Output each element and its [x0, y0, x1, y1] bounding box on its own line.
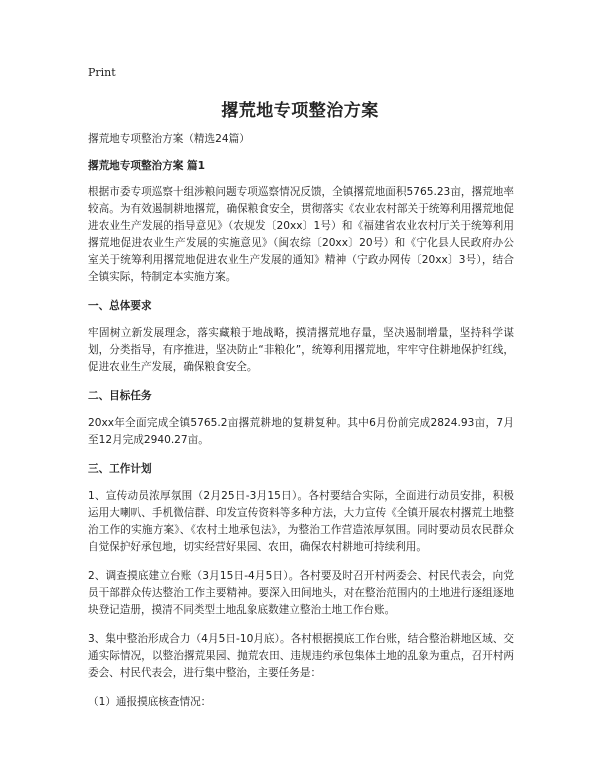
plan-step-2-paragraph: 2、调查摸底建立台账（3月15日-4月5日）。各村要及时召开村两委会、村民代表会，向党员干部群众传达整治工作主要精神。要深入田间地头，对在整治范围内的土地进行逐组逐地块登记造册，摸清不同类型土地乱象底数建立整治土地工作台账。 — [88, 570, 514, 616]
plan-step-3-paragraph: 3、集中整治形成合力（4月5日-10月底）。各村根据摸底工作台账，结合整治耕地区域、交通实际情况，以整治撂荒果园、抛荒农田、违规违约承包集体土地的乱象为重点，召开村两委会、村民代表会，进行集中整治，主要任务是： — [88, 633, 514, 679]
plan-substep-1-paragraph: （1）通报摸底核查情况： — [88, 696, 212, 708]
section-heading-plan: 三、工作计划 — [88, 463, 152, 475]
document-title: 撂荒地专项整治方案 — [221, 101, 379, 121]
intro-paragraph: 根据市委专项巡察十组涉粮问题专项巡察情况反馈，全镇撂荒地面积5765.23亩，撂荒地率较高。为有效遏制耕地撂荒，确保粮食安全，贯彻落实《农业农村部关于统筹利用撂荒地促进农业生产发展的指导意见》（农规发〔20xx〕1号）和《福建省农业农村厅关于统筹利用撂荒地促进农业生产发展的实施意见》（闽农综〔20xx〕20号）和《宁化县人民政府办公室关于统筹利用撂荒地促进农业生产发展的通知》精神（宁政办网传〔20xx〕3号），结合全镇实际，特制定本实施方案。 — [88, 186, 514, 283]
part-heading: 撂荒地专项整治方案 篇1 — [88, 160, 205, 172]
section-general-paragraph: 牢固树立新发展理念，落实藏粮于地战略，摸清撂荒地存量，坚决遏制增量，坚持科学谋划，分类指导，有序推进，坚决防止“非粮化”，统筹利用撂荒地，牢牢守住耕地保护红线，促进农业生产发展，确保粮食安全。 — [88, 327, 514, 373]
document-body — [88, 131, 514, 711]
document-subtitle: 撂荒地专项整治方案（精选24篇） — [88, 133, 250, 145]
section-heading-general: 一、总体要求 — [88, 300, 152, 312]
plan-step-1-paragraph: 1、宣传动员浓厚氛围（2月25日-3月15日）。各村要结合实际，全面进行动员安排，积极运用大喇叭、手机微信群、印发宣传资料等多种方法，大力宣传《全镇开展农村撂荒土地整治工作的实施方案》、《农村土地承包法》，为整治工作营造浓厚氛围。同时要动员农民群众自觉保护好承包地，切实经营好果园、农田，确保农村耕地可持续利用。 — [88, 490, 514, 553]
section-heading-targets: 二、目标任务 — [88, 390, 152, 402]
print-link[interactable]: Print — [88, 66, 116, 79]
section-targets-paragraph: 20xx年全面完成全镇5765.2亩撂荒耕地的复耕复种。其中6月份前完成2824.93亩，7月至12月完成2940.27亩。 — [88, 417, 514, 446]
